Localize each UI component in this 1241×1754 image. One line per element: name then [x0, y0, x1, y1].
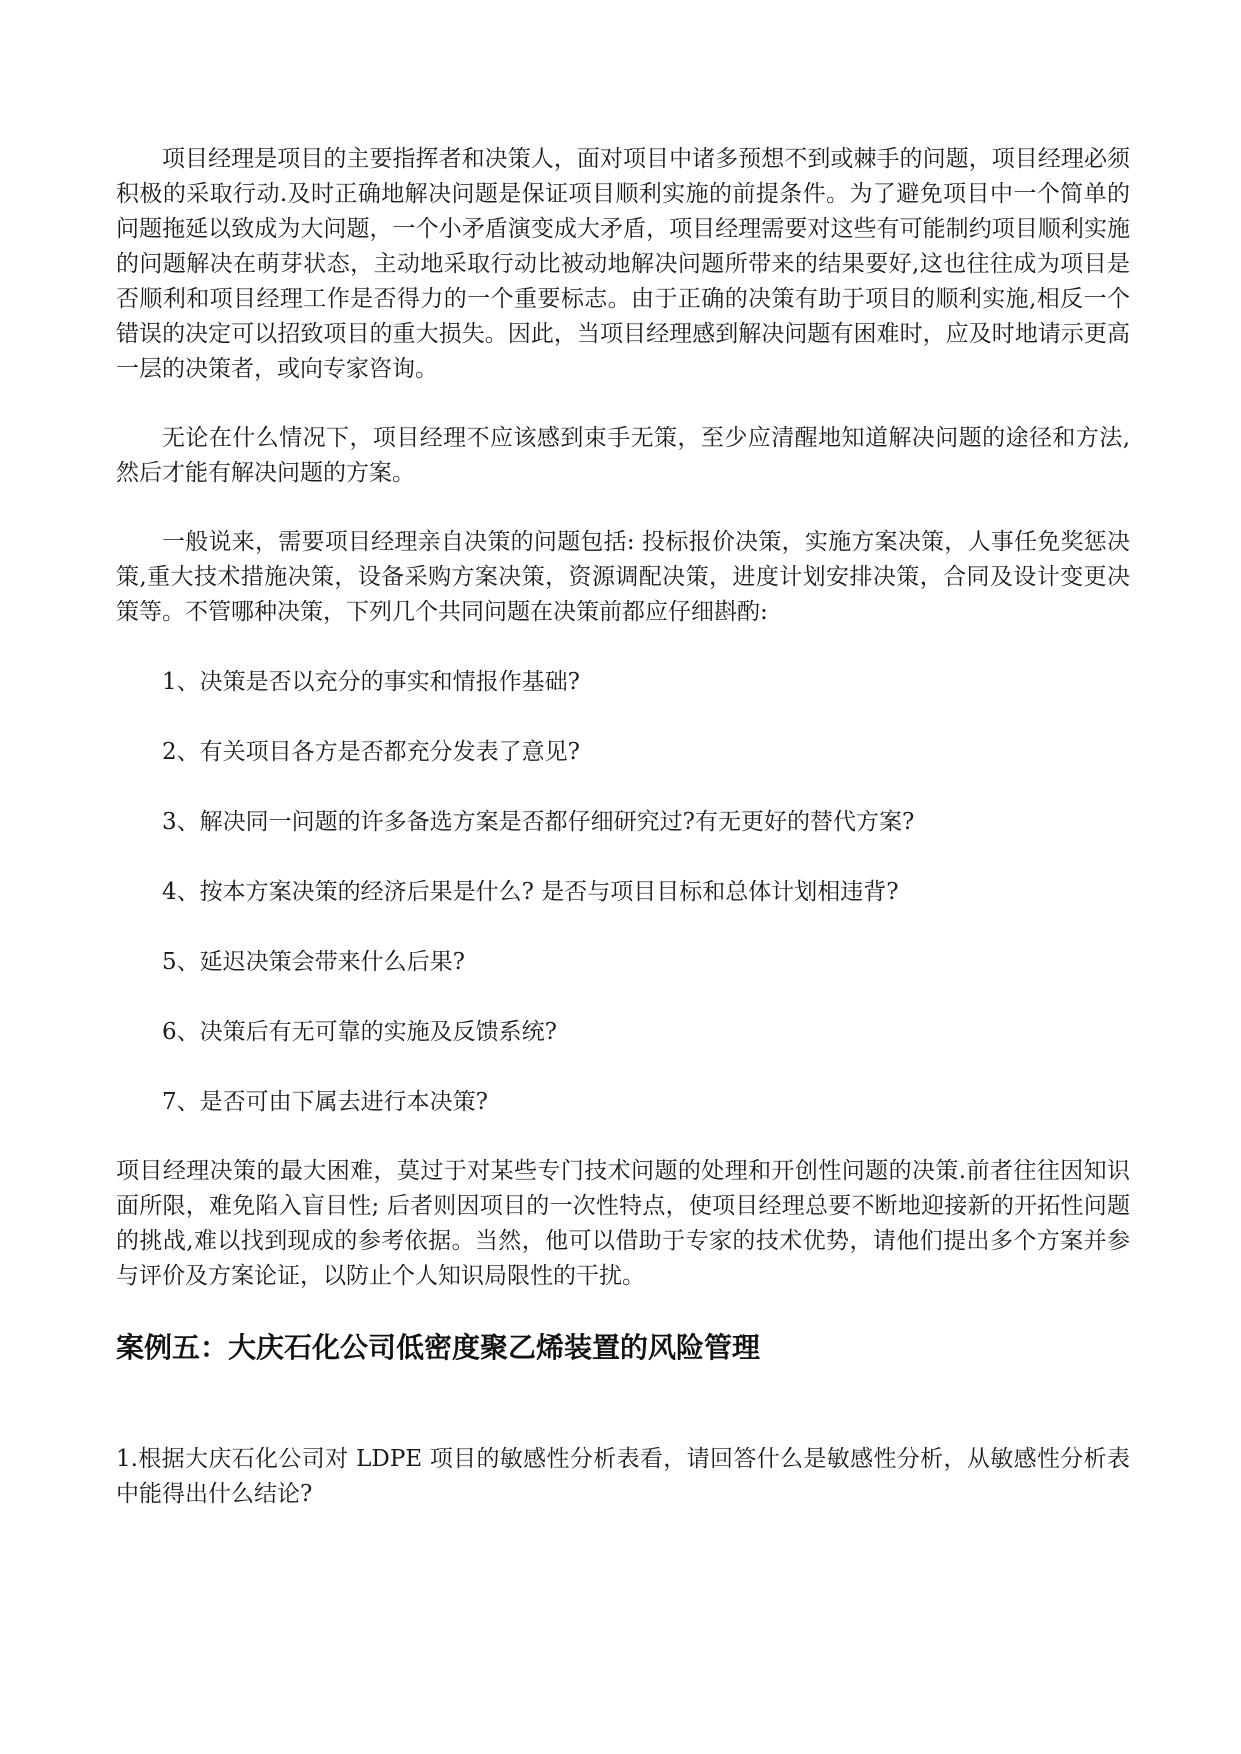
paragraph-project-manager-role: 项目经理是项目的主要指挥者和决策人，面对项目中诸多预想不到或棘手的问题，项目经理必须积极的采取行动.及时正确地解决问题是保证项目顺利实施的前提条件。为了避免项目中一个简单的问题拖延以致成为大问题，一个小矛盾演变成大矛盾，项目经理需要对这些有可能制约项目顺利实施的问题解决在萌芽状态，主动地采取行动比被动地解决问题所带来的结果要好,这也往往成为项目是否顺利和项目经理工作是否得力的一个重要标志。由于正确的决策有助于项目的顺利实施,相反一个错误的决定可以招致项目的重大损失。因此，当项目经理感到解决问题有困难时，应及时地请示更高一层的决策者，或向专家咨询。	[116, 146, 1130, 382]
list-item: 2、有关项目各方是否都充分发表了意见?	[162, 739, 580, 765]
paragraph-problem-solving: 无论在什么情况下，项目经理不应该感到束手无策，至少应清醒地知道解决问题的途径和方法,然后才能有解决问题的方案。	[116, 425, 1130, 486]
list-item: 7、是否可由下属去进行本决策?	[162, 1089, 488, 1115]
paragraph-decision-difficulty: 项目经理决策的最大困难，莫过于对某些专门技术问题的处理和开创性问题的决策.前者往往因知识面所限，难免陷入盲目性; 后者则因项目的一次性特点，使项目经理总要不断地迎接新的开拓性问题的挑战,难以找到现成的参考依据。当然，他可以借助于专家的技术优势，请他们提出多个方案并参与评价及方案论证，以防止个人知识局限性的干扰。	[116, 1158, 1130, 1289]
list-item: 4、按本方案决策的经济后果是什么? 是否与项目目标和总体计划相违背?	[162, 879, 899, 905]
list-item: 1、决策是否以充分的事实和情报作基础?	[162, 669, 580, 695]
list-item: 3、解决同一问题的许多备选方案是否都仔细研究过?有无更好的替代方案?	[162, 809, 915, 835]
case-heading: 案例五：大庆石化公司低密度聚乙烯装置的风险管理	[116, 1331, 761, 1364]
list-item: 6、决策后有无可靠的实施及反馈系统?	[162, 1019, 557, 1045]
decision-questions-list	[116, 665, 1130, 1120]
document-page	[116, 142, 1130, 1512]
list-item: 5、延迟决策会带来什么后果?	[162, 949, 465, 975]
paragraph-decision-types: 一般说来，需要项目经理亲自决策的问题包括: 投标报价决策，实施方案决策，人事任免奖惩决策,重大技术措施决策，设备采购方案决策，资源调配决策，进度计划安排决策，合同及设计变更决策等。不管哪种决策，下列几个共同问题在决策前都应仔细斟酌:	[116, 529, 1130, 625]
case-question: 1.根据大庆石化公司对 LDPE 项目的敏感性分析表看，请回答什么是敏感性分析，从敏感性分析表中能得出什么结论?	[116, 1446, 1130, 1507]
